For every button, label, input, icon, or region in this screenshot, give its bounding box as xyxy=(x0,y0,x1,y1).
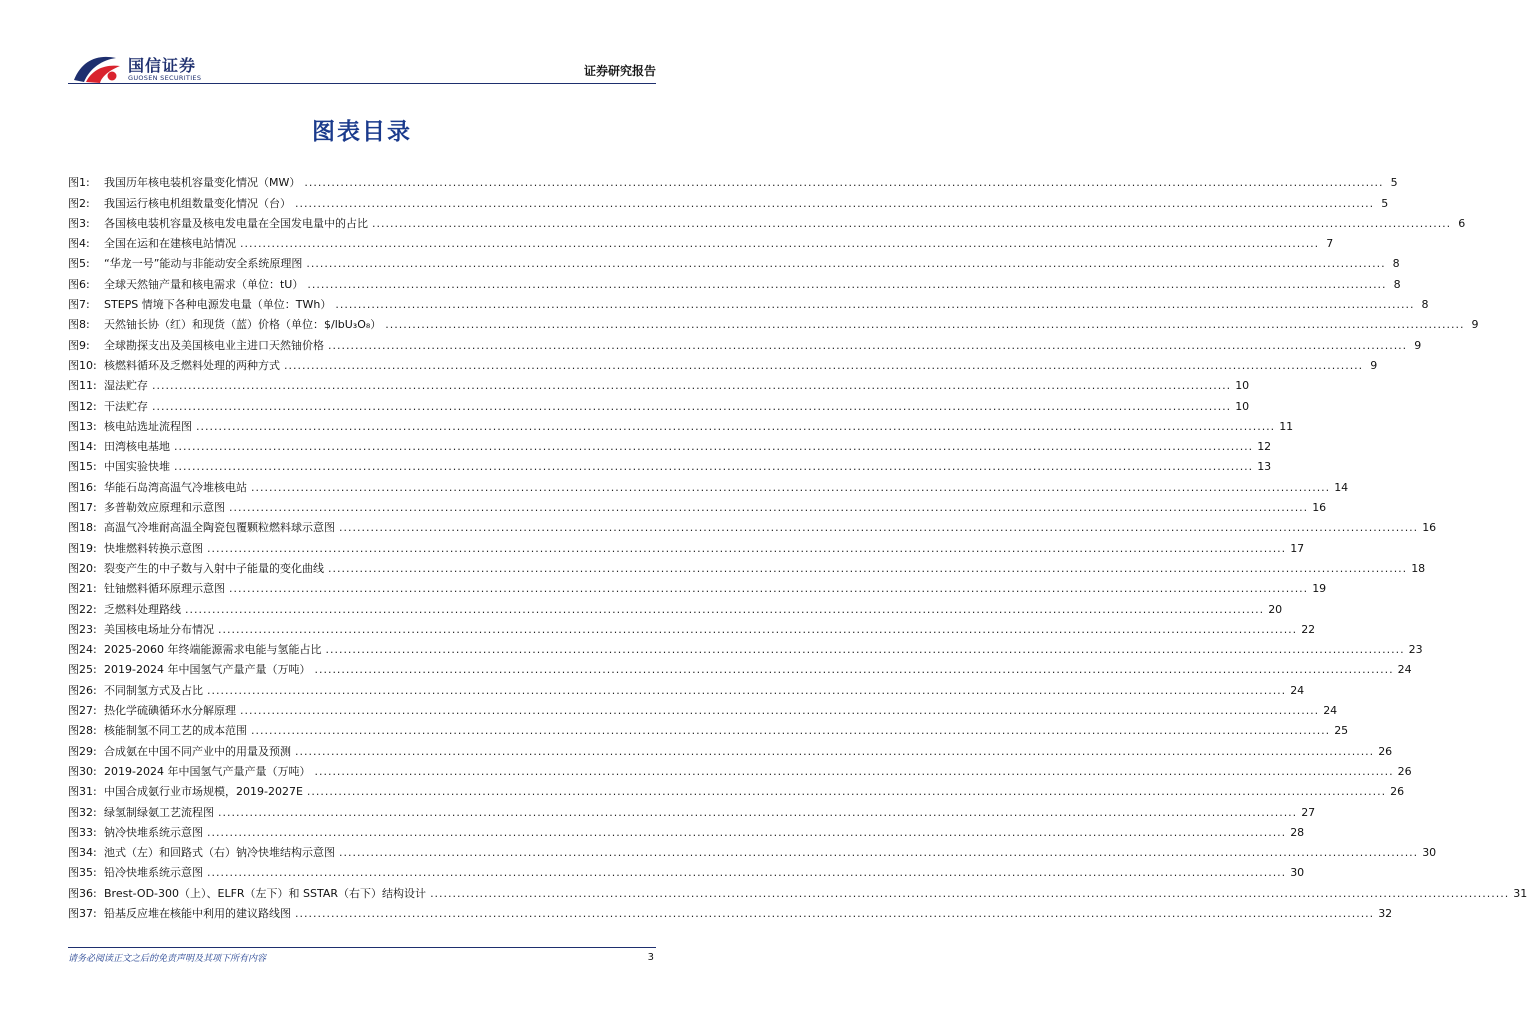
toc-dot-leader xyxy=(196,420,1275,434)
toc-dot-leader xyxy=(304,176,1383,190)
toc-dot-leader xyxy=(207,684,1286,698)
toc-entry-number: 图18: xyxy=(68,521,97,535)
toc-entry[interactable] xyxy=(68,698,1338,718)
toc-entry[interactable] xyxy=(68,617,1316,637)
toc-entry-title: 湿法贮存 xyxy=(104,379,148,393)
toc-entry-number: 图5: xyxy=(68,257,90,271)
toc-entry[interactable] xyxy=(68,840,1437,860)
toc-dot-leader xyxy=(251,724,1330,738)
toc-entry-title: 池式（左）和回路式（右）钠冷快堆结构示意图 xyxy=(104,846,335,860)
toc-entry-number: 图12: xyxy=(68,399,97,413)
toc-entry-title: 全球天然铀产量和核电需求（单位：tU） xyxy=(104,277,304,291)
toc-entry-number: 图7: xyxy=(68,298,90,312)
toc-entry[interactable] xyxy=(68,718,1349,738)
guosen-logo xyxy=(72,52,212,84)
toc-entry-number: 图33: xyxy=(68,825,97,839)
toc-entry-number: 图21: xyxy=(68,582,97,596)
toc-entry[interactable] xyxy=(68,231,1334,251)
toc-dot-leader xyxy=(240,237,1319,251)
toc-entry-number: 图23: xyxy=(68,622,97,636)
toc-dot-leader xyxy=(240,704,1319,718)
toc-entry-page: 16 xyxy=(1312,501,1327,515)
toc-entry-page: 24 xyxy=(1323,704,1338,718)
toc-dot-leader xyxy=(152,400,1231,414)
toc-entry[interactable] xyxy=(68,738,1393,758)
toc-entry-page: 8 xyxy=(1421,298,1429,312)
toc-entry[interactable] xyxy=(68,596,1283,616)
toc-entry[interactable] xyxy=(68,271,1401,291)
toc-entry-number: 图35: xyxy=(68,866,97,880)
toc-entry[interactable] xyxy=(68,454,1272,474)
toc-entry-number: 图1: xyxy=(68,176,90,190)
toc-entry-number: 图31: xyxy=(68,785,97,799)
toc-entry-title: 全球勘探支出及美国核电业主进口天然铀价格 xyxy=(104,338,324,352)
toc-entry-page: 26 xyxy=(1378,744,1393,758)
toc-entry-number: 图17: xyxy=(68,501,97,515)
toc-entry-page: 19 xyxy=(1312,582,1327,596)
toc-entry-title: 我国运行核电机组数量变化情况（台） xyxy=(104,196,291,210)
toc-entry-title: 铅冷快堆系统示意图 xyxy=(104,866,203,880)
toc-entry[interactable] xyxy=(68,637,1423,657)
toc-entry[interactable] xyxy=(68,170,1398,190)
toc-entry-title: 乏燃料处理路线 xyxy=(104,602,181,616)
toc-entry-number: 图32: xyxy=(68,805,97,819)
toc-dot-leader xyxy=(185,603,1264,617)
toc-entry-title: 2019-2024 年中国氢气产量产量（万吨） xyxy=(104,663,311,677)
toc-entry-title: 热化学硫碘循环水分解原理 xyxy=(104,704,236,718)
toc-entry-number: 图28: xyxy=(68,724,97,738)
report-type-label: 证券研究报告 xyxy=(583,64,656,78)
toc-entry-number: 图27: xyxy=(68,704,97,718)
toc-entry[interactable] xyxy=(68,495,1327,515)
toc-entry-page: 9 xyxy=(1370,358,1378,372)
toc-entry[interactable] xyxy=(68,332,1422,352)
toc-dot-leader xyxy=(295,907,1374,921)
toc-entry-page: 9 xyxy=(1471,318,1479,332)
toc-entry-page: 26 xyxy=(1397,764,1412,778)
toc-entry-number: 图29: xyxy=(68,744,97,758)
toc-entry[interactable] xyxy=(68,657,1412,677)
toc-entry-page: 17 xyxy=(1290,541,1305,555)
toc-dot-leader xyxy=(335,298,1414,312)
toc-dot-leader xyxy=(430,887,1509,901)
toc-entry-page: 16 xyxy=(1422,521,1437,535)
toc-entry[interactable] xyxy=(68,576,1327,596)
toc-entry-title: STEPS 情境下各种电源发电量（单位：TWh） xyxy=(104,298,332,312)
toc-entry-number: 图9: xyxy=(68,338,90,352)
toc-entry-page: 31 xyxy=(1513,886,1527,900)
toc-entry-page: 10 xyxy=(1235,399,1250,413)
toc-entry-title: 2019-2024 年中国氢气产量产量（万吨） xyxy=(104,764,311,778)
toc-entry-page: 10 xyxy=(1235,379,1250,393)
toc-entry-page: 8 xyxy=(1392,257,1400,271)
toc-entry-number: 图2: xyxy=(68,196,90,210)
toc-entry-title: 钍铀燃料循环原理示意图 xyxy=(104,582,225,596)
toc-entry-page: 32 xyxy=(1378,906,1393,920)
toc-entry-page: 18 xyxy=(1411,561,1426,575)
toc-entry-page: 27 xyxy=(1301,805,1316,819)
toc-dot-leader xyxy=(218,623,1297,637)
toc-entry-title: “华龙一号”能动与非能动安全系统原理图 xyxy=(104,257,303,271)
toc-entry-page: 5 xyxy=(1390,176,1398,190)
toc-entry-page: 7 xyxy=(1326,237,1334,251)
toc-entry-title: 2025-2060 年终端能源需求电能与氢能占比 xyxy=(104,643,322,657)
toc-entry-title: 中国实验快堆 xyxy=(104,460,170,474)
toc-entry-title: 田湾核电基地 xyxy=(104,440,170,454)
toc-entry-number: 图20: xyxy=(68,561,97,575)
toc-entry-title: 美国核电场址分布情况 xyxy=(104,622,214,636)
toc-entry-title: 铅基反应堆在核能中利用的建议路线图 xyxy=(104,906,291,920)
toc-entry[interactable] xyxy=(68,434,1272,454)
toc-entry-title: 干法贮存 xyxy=(104,399,148,413)
toc-entry-title: 高温气冷堆耐高温全陶瓷包覆颗粒燃料球示意图 xyxy=(104,521,335,535)
toc-dot-leader xyxy=(174,460,1253,474)
toc-entry-number: 图30: xyxy=(68,764,97,778)
toc-dot-leader xyxy=(284,359,1363,373)
toc-dot-leader xyxy=(385,318,1464,332)
toc-entry-title: 快堆燃料转换示意图 xyxy=(104,541,203,555)
toc-entry-title: 中国合成氨行业市场规模，2019-2027E xyxy=(104,785,303,799)
toc-entry-number: 图4: xyxy=(68,237,90,251)
toc-entry-page: 13 xyxy=(1257,460,1272,474)
toc-entry-number: 图16: xyxy=(68,480,97,494)
toc-entry-number: 图22: xyxy=(68,602,97,616)
logo-en-text: GUOSEN SECURITIES xyxy=(128,74,202,82)
toc-entry-page: 6 xyxy=(1458,216,1466,230)
toc-entry[interactable] xyxy=(68,292,1429,312)
toc-entry-title: 钠冷快堆系统示意图 xyxy=(104,825,203,839)
footer-divider xyxy=(68,947,656,948)
toc-entry-page: 11 xyxy=(1279,419,1294,433)
disclaimer-text: 请务必阅读正文之后的免责声明及其项下所有内容 xyxy=(68,954,267,964)
toc-entry-title: 全国在运和在建核电站情况 xyxy=(104,237,236,251)
toc-dot-leader xyxy=(314,765,1393,779)
toc-entry-page: 26 xyxy=(1390,785,1405,799)
toc-entry-title: 多普勒效应原理和示意图 xyxy=(104,501,225,515)
toc-entry[interactable] xyxy=(68,677,1305,697)
toc-entry-page: 23 xyxy=(1408,643,1423,657)
toc-dot-leader xyxy=(174,440,1253,454)
toc-dot-leader xyxy=(207,866,1286,880)
toc-entry-page: 28 xyxy=(1290,825,1305,839)
toc-entry[interactable] xyxy=(68,779,1405,799)
toc-dot-leader xyxy=(229,582,1308,596)
toc-entry-number: 图26: xyxy=(68,683,97,697)
toc-dot-leader xyxy=(328,562,1407,576)
toc-entry[interactable] xyxy=(68,556,1426,576)
page-header xyxy=(0,0,724,90)
toc-entry-number: 图24: xyxy=(68,643,97,657)
toc-entry-number: 图3: xyxy=(68,216,90,230)
toc-entry-title: 裂变产生的中子数与入射中子能量的变化曲线 xyxy=(104,561,324,575)
toc-entry-page: 30 xyxy=(1290,866,1305,880)
toc-entry-title: Brest-OD-300（上）、ELFR（左下）和 SSTAR（右下）结构设计 xyxy=(104,886,427,900)
toc-entry[interactable] xyxy=(68,474,1349,494)
toc-entry[interactable] xyxy=(68,251,1400,271)
toc-entry-page: 24 xyxy=(1397,663,1412,677)
toc-entry-number: 图15: xyxy=(68,460,97,474)
toc-entry-page: 30 xyxy=(1422,846,1437,860)
toc-entry-page: 24 xyxy=(1290,683,1305,697)
toc-entry-number: 图10: xyxy=(68,358,97,372)
toc-entry-title: 绿氢制绿氨工艺流程图 xyxy=(104,805,214,819)
toc-entry-title: 天然铀长协（红）和现货（蓝）价格（单位：$/lbU₃O₈） xyxy=(104,318,382,332)
toc-entry-page: 20 xyxy=(1268,602,1283,616)
toc-entry[interactable] xyxy=(68,820,1305,840)
toc-entry-number: 图11: xyxy=(68,379,97,393)
toc-entry-page: 25 xyxy=(1334,724,1349,738)
guosen-logo-icon xyxy=(72,52,124,84)
toc-dot-leader xyxy=(339,846,1418,860)
toc-dot-leader xyxy=(251,481,1330,495)
toc-entry[interactable] xyxy=(68,353,1378,373)
toc-entry[interactable] xyxy=(68,414,1294,434)
toc-dot-leader xyxy=(295,197,1374,211)
toc-entry[interactable] xyxy=(68,515,1437,535)
toc-entry-number: 图8: xyxy=(68,318,90,332)
toc-entry-title: 核电站选址流程图 xyxy=(104,419,192,433)
toc-dot-leader xyxy=(339,521,1418,535)
toc-entry[interactable] xyxy=(68,393,1250,413)
toc-entry-title: 不同制氢方式及占比 xyxy=(104,683,203,697)
header-divider xyxy=(68,83,656,84)
figure-toc xyxy=(68,170,1527,921)
toc-entry[interactable] xyxy=(68,373,1250,393)
toc-entry-number: 图37: xyxy=(68,906,97,920)
toc-entry[interactable] xyxy=(68,211,1466,231)
page-number: 3 xyxy=(647,952,654,963)
toc-entry-number: 图13: xyxy=(68,419,97,433)
toc-dot-leader xyxy=(229,501,1308,515)
toc-entry-page: 5 xyxy=(1381,196,1389,210)
toc-entry-title: 合成氨在中国不同产业中的用量及预测 xyxy=(104,744,291,758)
toc-entry-number: 图25: xyxy=(68,663,97,677)
toc-entry-title: 核能制氢不同工艺的成本范围 xyxy=(104,724,247,738)
logo-cn-text: 国信证券 xyxy=(128,56,197,75)
toc-dot-leader xyxy=(207,542,1286,556)
toc-dot-leader xyxy=(307,278,1386,292)
toc-entry[interactable] xyxy=(68,312,1479,332)
toc-entry-number: 图34: xyxy=(68,846,97,860)
toc-dot-leader xyxy=(314,663,1393,677)
toc-entry-page: 8 xyxy=(1393,277,1401,291)
toc-dot-leader xyxy=(372,217,1451,231)
toc-entry[interactable] xyxy=(68,901,1393,921)
toc-entry-number: 图14: xyxy=(68,440,97,454)
page-title: 图表目录 xyxy=(312,119,412,145)
toc-entry-page: 22 xyxy=(1301,622,1316,636)
toc-dot-leader xyxy=(207,826,1286,840)
toc-dot-leader xyxy=(218,806,1297,820)
toc-entry-page: 14 xyxy=(1334,480,1349,494)
toc-entry[interactable] xyxy=(68,860,1305,880)
toc-dot-leader xyxy=(295,745,1374,759)
toc-entry-title: 我国历年核电装机容量变化情况（MW） xyxy=(104,176,301,190)
toc-dot-leader xyxy=(307,785,1386,799)
toc-entry-number: 图36: xyxy=(68,886,97,900)
toc-dot-leader xyxy=(328,339,1407,353)
toc-entry-title: 各国核电装机容量及核电发电量在全国发电量中的占比 xyxy=(104,216,368,230)
toc-entry[interactable] xyxy=(68,190,1389,210)
toc-entry-number: 图19: xyxy=(68,541,97,555)
toc-dot-leader xyxy=(325,643,1404,657)
toc-entry-page: 9 xyxy=(1414,338,1422,352)
toc-entry-number: 图6: xyxy=(68,277,90,291)
toc-entry[interactable] xyxy=(68,535,1305,555)
toc-entry-title: 核燃料循环及乏燃料处理的两种方式 xyxy=(104,358,280,372)
toc-entry[interactable] xyxy=(68,880,1527,900)
toc-entry[interactable] xyxy=(68,799,1316,819)
toc-entry-page: 12 xyxy=(1257,440,1272,454)
toc-entry-title: 华能石岛湾高温气冷堆核电站 xyxy=(104,480,247,494)
toc-entry[interactable] xyxy=(68,759,1412,779)
toc-dot-leader xyxy=(306,257,1385,271)
toc-dot-leader xyxy=(152,379,1231,393)
